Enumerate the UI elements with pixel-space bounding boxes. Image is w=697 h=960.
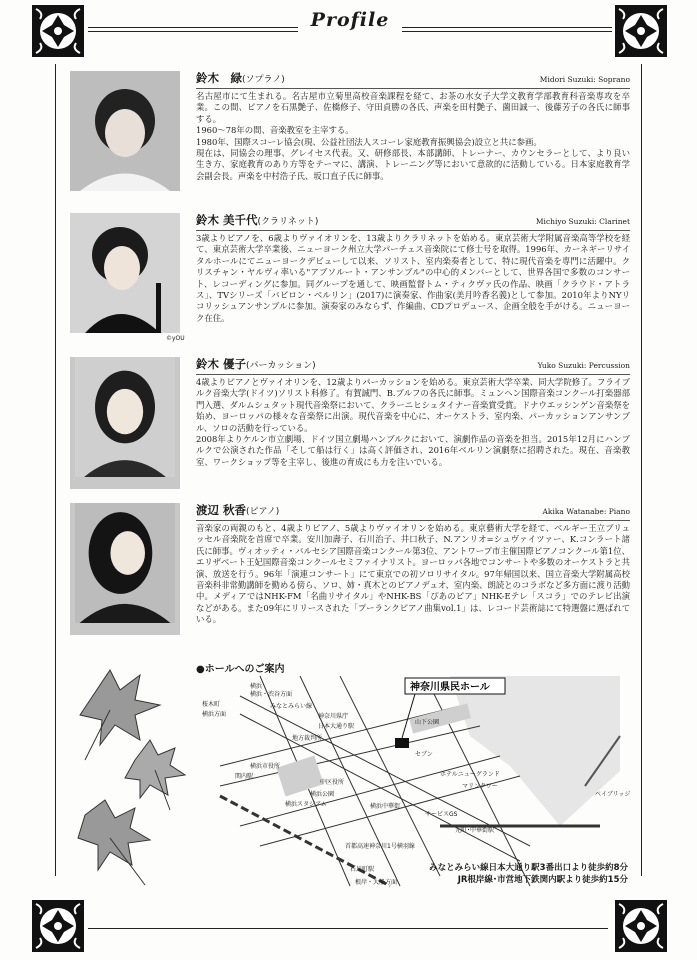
map-label: みなとみらい線 <box>270 703 313 710</box>
portrait-photo <box>70 503 180 635</box>
map-label: セブン <box>415 751 433 758</box>
map-label: 横浜公園 <box>310 791 335 798</box>
page-title: Profile <box>310 9 390 31</box>
performer-roman-name: Yuko Suzuki: Percussion <box>537 361 630 370</box>
performer-roman-name: Akika Watanabe: Piano <box>542 507 630 516</box>
map-label: 日本大通り駅 <box>318 723 355 730</box>
corner-ornament-icon <box>613 3 669 59</box>
performer-bio: 3歳よりピアノを、6歳よりヴァイオリンを、13歳よりクラリネットを始める。東京芸術大学附属音楽高等学校を経て、東京芸術大学卒業後、ニューヨーク州立大学パーチェス音楽院にて修士号を取得。1996年、カーネギーリサイタルホールにてニューヨークデビューして以来、ソリスト、室内楽奏者として、特に現代音楽を専門に活躍中。クリスチャン・ヤルヴィ率いる"アブソルート・アンサンブル"の中心的メンバーとして、世界各国で多数のコンサート、レコーディングに参加。同グループを通して、映画監督トム・ティクヴァ氏の作品、映画「クラウド・アトラス」、TVシリーズ「バビロン・ベルリン」(2017)に演奏家、作曲家(美月吟香名義)として参加。2010年よりNYリコリッシュアンサンブルに参加。演奏家のみならず、作編曲、CDプロデュース、企画全般を手がける。ニューヨーク在住。 <box>196 233 630 323</box>
map-label: 横浜中華街 <box>370 803 401 810</box>
profile-akika <box>70 503 630 653</box>
photo-credit: ©yOU <box>166 335 185 342</box>
map-label: ベイブリッジ <box>595 791 631 798</box>
map-label: マリンタワー <box>462 783 498 790</box>
map-label: 横浜方面 <box>202 711 227 718</box>
performer-roman-name: Midori Suzuki: Soprano <box>539 75 630 84</box>
map-label: 神奈川県庁 <box>318 713 349 720</box>
header-rule-right-2 <box>402 31 612 32</box>
header-rule-left-2 <box>88 31 298 32</box>
profile-michiyo <box>70 213 630 348</box>
map-label: サービスGS <box>425 811 458 818</box>
corner-ornament-icon <box>30 3 86 59</box>
profile-yuko <box>70 357 630 492</box>
map-label: 横浜 <box>250 683 263 690</box>
map-label: 関内駅 <box>235 773 254 780</box>
map-label: 首都高速神奈川1号横羽線 <box>345 843 415 850</box>
access-section <box>196 660 636 675</box>
map-label: 地方裁判所 <box>292 735 323 742</box>
map-label: 横浜市役所 <box>250 763 281 770</box>
performer-bio: 名古屋市にて生まれる。名古屋市立菊里高校音楽課程を経て、お茶の水女子大学文教育学部教育科音楽専攻を卒業。この間、ピアノを石黒艶子、佐橋修子、守田貞勝の各氏、声楽を田村艶子、薗田誠一、後藤芳子の各氏に師事する。 1960〜78年の間、音楽教室を主宰する。 1980年、国際スコーレ協会(現、公益社団法人スコーレ家庭教育振興協会)設立と共に参画。 現在は、同協会の理事、グレイセス代表。又、研修部長、本部講師、トレーナー、カウンセラーとして、より良い生き方、家庭教育のあり方等をテーマに、講演、トレーニング等において意欲的に活動している。日本家庭教育学会副会長。声楽を中村浩子氏、坂口直子氏に師事。 <box>196 91 630 181</box>
access-title: ●ホールへのご案内 <box>196 664 285 675</box>
frame-left <box>55 64 56 876</box>
corner-ornament-icon <box>613 898 669 954</box>
performer-bio: 音楽家の両親のもと、4歳よりピアノ、5歳よりヴァイオリンを始める。東京藝術大学を経て、ベルギー王立ブリュッセル音楽院を首席で卒業。安川加壽子、石川治子、井口秋子、N.アンリオ=シュヴァイツァー、K.コンラート諸氏に師事。ヴィオッティ・バルセシア国際音楽コンクール第3位、アントワープ市主催国際ピアノコンクール第1位、エリザベート王妃国際音楽コンクールセミファイナリスト。ヨーロッパ各地でコンサートや多数のオーケストラと共演、放送を行う。96年「演連コンサート」にて東京での初ソロリサイタル。97年帰国以来、国立音楽大学附属高校音楽科非常勤講師を勤める傍ら、ソロ、姉・真木とのピアノデュオ、室内楽、朗読とのコラボなど多方面に渡り活動中。メディアではNHK-FM「名曲リサイタル」やNHK-BS「ぴあのピア」NHK-Eテレ「スコラ」でのテレビ出演などがある。また09年にリリースされた「プーランクピアノ曲集vol.1」は、レコード芸術誌にて特選盤に選ばれている。 <box>196 523 630 625</box>
performer-name: 鈴木 美千代(クラリネット) <box>196 213 319 227</box>
map-label: 桜木町 <box>202 701 221 708</box>
portrait-photo <box>70 213 180 333</box>
performer-bio: 4歳よりピアノとヴァイオリンを、12歳よりパーカッションを始める。東京芸術大学卒業、同大学院修了。フライブルク音楽大学(ドイツ)ソリスト科修了。有賀誠門、B.ブルフの各氏に師事。ミュンヘン国際音楽コンクール打楽器部門入選、ダルムシュタット現代音楽祭において、クラーニヒシュタイナー音楽賞受賞。ドナウエッシンゲン音楽祭を始め、ヨーロッパの様々な音楽祭に出演。現代音楽を中心に、オーケストラ、室内楽、パーカッションアンサンブル、ソロの活動を行っている。 2008年よりケルン市立劇場、ドイツ国立劇場ハンブルクにおいて、演劇作品の音楽を担当。2015年12月にハンブルクで公演された作品「そして船は行く」は高く評価され、2016年ベルリン演劇祭に招聘された。現在、音楽教室、ワークショップ等を主宰し、後進の育成にも力を注いでいる。 <box>196 377 630 467</box>
map-label: 横浜・渋谷方面 <box>250 691 293 698</box>
performer-name: 渡辺 秋香(ピアノ) <box>196 503 280 517</box>
map-label: 山下公園 <box>415 719 440 726</box>
map-label: 中区役所 <box>320 779 345 786</box>
performer-name: 鈴木 緑(ソプラノ) <box>196 71 285 85</box>
hall-label: 神奈川県民ホール <box>410 682 490 693</box>
performer-name: 鈴木 優子(パーカッション) <box>196 357 316 371</box>
map-label: 根岸・大船方面 <box>355 879 398 886</box>
frame-right <box>641 64 642 876</box>
performer-roman-name: Michiyo Suzuki: Clarinet <box>535 217 630 226</box>
portrait-photo <box>70 71 180 191</box>
portrait-photo <box>70 357 180 489</box>
direction-line: JR根岸線･市営地下鉄関内駅より徒歩約15分 <box>457 875 628 885</box>
profile-midori <box>70 71 630 201</box>
corner-ornament-icon <box>30 898 86 954</box>
access-map <box>200 676 631 886</box>
leaves-illustration <box>70 660 200 890</box>
direction-line: みなとみらい線日本大通り駅3番出口より徒歩約8分 <box>429 863 628 873</box>
header-rule-right <box>402 27 612 28</box>
header-rule-left <box>88 27 298 28</box>
map-label: 石川町駅 <box>350 866 375 873</box>
frame-bottom <box>88 928 608 929</box>
map-label: 横浜スタジアム <box>285 801 327 808</box>
map-label: ホテルニューグランド <box>440 771 500 778</box>
directions <box>378 862 628 886</box>
map-label: 元町･中華街駅 <box>455 827 495 834</box>
